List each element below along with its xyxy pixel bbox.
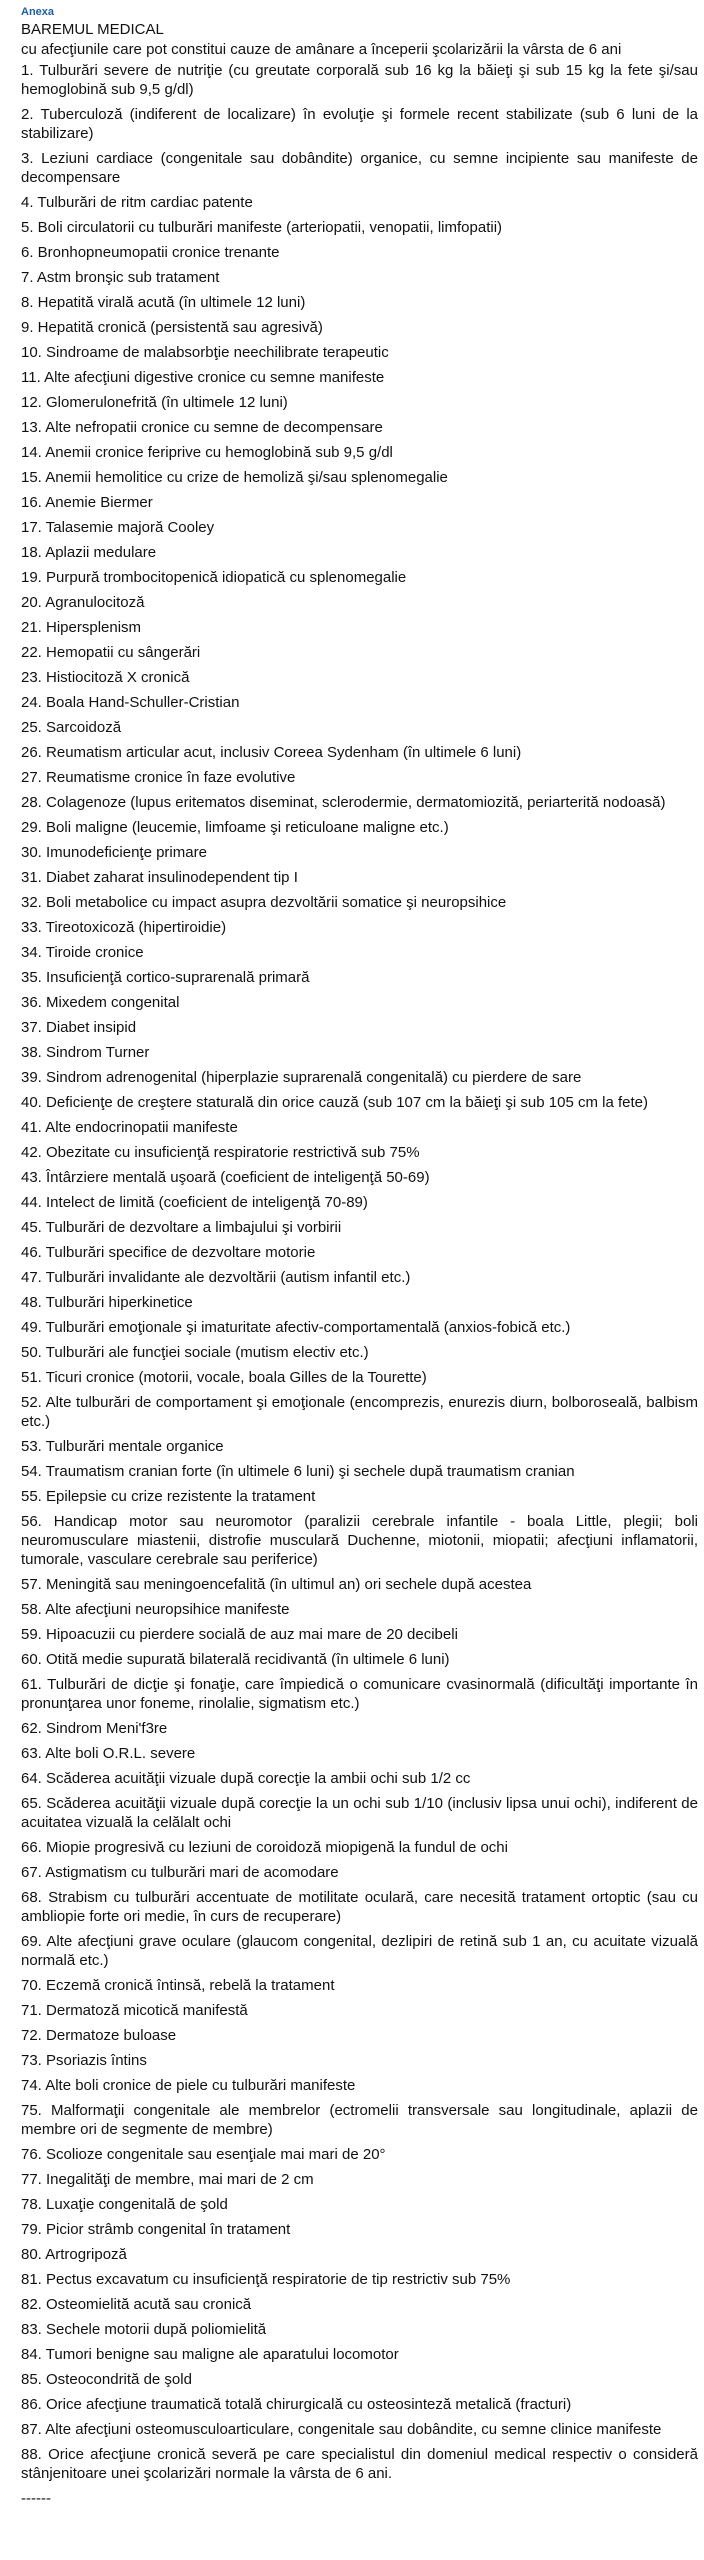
list-item: 63. Alte boli O.R.L. severe	[21, 1745, 196, 1762]
document-subtitle: cu afecţiunile care pot constitui cauze de amânare a începerii şcolarizării la vârsta de 6 ani	[21, 41, 622, 58]
list-item: 49. Tulburări emoţionale şi imaturitate afectiv-comportamentală (anxios-fobică etc.)	[21, 1319, 571, 1336]
list-item: 70. Eczemă cronică întinsă, rebelă la tratament	[21, 1977, 335, 1994]
list-item: 48. Tulburări hiperkinetice	[21, 1294, 193, 1311]
closing-dashes: ------	[21, 2490, 51, 2507]
list-item: 45. Tulburări de dezvoltare a limbajului şi vorbirii	[21, 1219, 342, 1236]
list-item: 62. Sindrom Meni'f3re	[21, 1720, 168, 1737]
list-item: 32. Boli metabolice cu impact asupra dezvoltării somatice şi neuropsihice	[21, 894, 507, 911]
list-item: 30. Imunodeficienţe primare	[21, 844, 207, 861]
list-item: 65. Scăderea acuităţii vizuale după corecţie la un ochi sub 1/10 (inclusiv lipsa unui ochi), indiferent de acuitatea vizuală la celălalt ochi	[21, 1795, 698, 1831]
list-item: 35. Insuficienţă cortico-suprarenală primară	[21, 969, 310, 986]
list-item: 59. Hipoacuzii cu pierdere socială de auz mai mare de 20 decibeli	[21, 1626, 458, 1643]
list-item: 53. Tulburări mentale organice	[21, 1438, 224, 1455]
list-item: 71. Dermatoză micotică manifestă	[21, 2002, 248, 2019]
list-item: 5. Boli circulatorii cu tulburări manifeste (arteriopatii, venopatii, limfopatii)	[21, 219, 503, 236]
list-item: 61. Tulburări de dicţie şi fonaţie, care împiedică o comunicare cvasinormală (dificultăţi importante în pronunţarea unor foneme, rinolalie, sigmatism etc.)	[21, 1676, 698, 1712]
list-item: 60. Otită medie supurată bilaterală recidivantă (în ultimele 6 luni)	[21, 1651, 450, 1668]
list-item: 50. Tulburări ale funcţiei sociale (mutism electiv etc.)	[21, 1344, 369, 1361]
list-item: 38. Sindrom Turner	[21, 1044, 150, 1061]
list-item: 69. Alte afecţiuni grave oculare (glaucom congenital, dezlipiri de retină sub 1 an, cu acuitate vizuală normală etc.)	[21, 1933, 698, 1969]
list-item: 12. Glomerulonefrită (în ultimele 12 luni)	[21, 394, 288, 411]
list-item: 23. Histiocitoză X cronică	[21, 669, 190, 686]
list-item: 3. Leziuni cardiace (congenitale sau dobândite) organice, cu semne incipiente sau manifeste de decompensare	[21, 150, 698, 186]
list-item: 84. Tumori benigne sau maligne ale aparatului locomotor	[21, 2346, 399, 2363]
list-item: 77. Inegalităţi de membre, mai mari de 2 cm	[21, 2171, 314, 2188]
list-item: 56. Handicap motor sau neuromotor (paralizii cerebrale infantile - boala Little, plegii; boli neuromusculare miastenii, distrofie musculară Duchenne, miotonii, miopatii; afecţiuni inflamatorii, tumorale, vasculare cerebrale sau periferice)	[21, 1513, 698, 1568]
list-item: 7. Astm bronşic sub tratament	[21, 269, 220, 286]
list-item: 33. Tireotoxicoză (hipertiroidie)	[21, 919, 227, 936]
list-item: 37. Diabet insipid	[21, 1019, 137, 1036]
list-item: 76. Scolioze congenitale sau esenţiale mai mari de 20°	[21, 2146, 386, 2163]
list-item: 36. Mixedem congenital	[21, 994, 180, 1011]
list-item: 58. Alte afecţiuni neuropsihice manifeste	[21, 1601, 290, 1618]
list-item: 10. Sindroame de malabsorbţie neechilibrate terapeutic	[21, 344, 389, 361]
list-item: 74. Alte boli cronice de piele cu tulburări manifeste	[21, 2077, 356, 2094]
list-item: 2. Tuberculoză (indiferent de localizare) în evoluţie şi formele recent stabilizate (sub 6 luni de la stabilizare)	[21, 106, 698, 142]
list-item: 18. Aplazii medulare	[21, 544, 157, 561]
list-item: 64. Scăderea acuităţii vizuale după corecţie la ambii ochi sub 1/2 cc	[21, 1770, 471, 1787]
list-item: 14. Anemii cronice feriprive cu hemoglobină sub 9,5 g/dl	[21, 444, 393, 461]
list-item: 11. Alte afecţiuni digestive cronice cu semne manifeste	[21, 369, 385, 386]
list-item: 40. Deficienţe de creştere staturală din orice cauză (sub 107 cm la băieţi şi sub 105 cm la fete)	[21, 1094, 648, 1111]
list-item: 54. Traumatism cranian forte (în ultimele 6 luni) şi sechele după traumatism cranian	[21, 1463, 575, 1480]
list-item: 28. Colagenoze (lupus eritematos diseminat, sclerodermie, dermatomiozită, periarterită nodoasă)	[21, 794, 666, 811]
list-item: 39. Sindrom adrenogenital (hiperplazie suprarenală congenitală) cu pierdere de sare	[21, 1069, 582, 1086]
list-item: 73. Psoriazis întins	[21, 2052, 147, 2069]
list-item: 79. Picior strâmb congenital în tratament	[21, 2221, 291, 2238]
list-item: 41. Alte endocrinopatii manifeste	[21, 1119, 238, 1136]
list-item: 42. Obezitate cu insuficienţă respiratorie restrictivă sub 75%	[21, 1144, 420, 1161]
list-item: 1. Tulburări severe de nutriţie (cu greutate corporală sub 16 kg la băieţi şi sub 15 kg la fete şi/sau hemoglobină sub 9,5 g/dl)	[21, 62, 698, 98]
list-item: 85. Osteocondrită de şold	[21, 2371, 192, 2388]
list-item: 86. Orice afecţiune traumatică totală chirurgicală cu osteosinteză metalică (fracturi)	[21, 2396, 572, 2413]
list-item: 29. Boli maligne (leucemie, limfoame şi reticuloane maligne etc.)	[21, 819, 449, 836]
list-item: 68. Strabism cu tulburări accentuate de motilitate oculară, care necesită tratament ortoptic (sau cu ambliopie forte ori medie, în curs de recuperare)	[21, 1889, 698, 1925]
list-item: 6. Bronhopneumopatii cronice trenante	[21, 244, 280, 261]
list-item: 80. Artrogripoză	[21, 2246, 127, 2263]
list-item: 87. Alte afecţiuni osteomusculoarticulare, congenitale sau dobândite, cu semne clinice manifeste	[21, 2421, 662, 2438]
list-item: 82. Osteomielită acută sau cronică	[21, 2296, 252, 2313]
list-item: 55. Epilepsie cu crize rezistente la tratament	[21, 1488, 316, 1505]
list-item: 9. Hepatită cronică (persistentă sau agresivă)	[21, 319, 323, 336]
list-item: 19. Purpură trombocitopenică idiopatică cu splenomegalie	[21, 569, 407, 586]
list-item: 27. Reumatisme cronice în faze evolutive	[21, 769, 296, 786]
list-item: 21. Hipersplenism	[21, 619, 142, 636]
list-item: 4. Tulburări de ritm cardiac patente	[21, 194, 253, 211]
list-item: 22. Hemopatii cu sângerări	[21, 644, 201, 661]
list-item: 16. Anemie Biermer	[21, 494, 153, 511]
list-item: 44. Intelect de limită (coeficient de inteligenţă 70-89)	[21, 1194, 368, 1211]
list-item: 26. Reumatism articular acut, inclusiv Coreea Sydenham (în ultimele 6 luni)	[21, 744, 522, 761]
list-item: 46. Tulburări specifice de dezvoltare motorie	[21, 1244, 316, 1261]
list-item: 75. Malformaţii congenitale ale membrelor (ectromelii transversale sau longitudinale, aplazii de membre ori de segmente de membre)	[21, 2102, 698, 2138]
list-item: 13. Alte nefropatii cronice cu semne de decompensare	[21, 419, 383, 436]
list-item: 43. Întârziere mentală uşoară (coeficient de inteligenţă 50-69)	[21, 1169, 430, 1186]
list-item: 20. Agranulocitoză	[21, 594, 145, 611]
list-item: 52. Alte tulburări de comportament şi emoţionale (encomprezis, enurezis diurn, bolboroseală, balbism etc.)	[21, 1394, 698, 1430]
list-item: 17. Talasemie majoră Cooley	[21, 519, 215, 536]
list-item: 24. Boala Hand-Schuller-Cristian	[21, 694, 240, 711]
list-item: 25. Sarcoidoză	[21, 719, 122, 736]
annex-label: Anexa	[21, 6, 55, 18]
list-item: 83. Sechele motorii după poliomielită	[21, 2321, 267, 2338]
list-item: 34. Tiroide cronice	[21, 944, 144, 961]
document-title: BAREMUL MEDICAL	[21, 21, 164, 38]
list-item: 66. Miopie progresivă cu leziuni de coroidoză miopigenă la fundul de ochi	[21, 1839, 508, 1856]
list-item: 8. Hepatită virală acută (în ultimele 12 luni)	[21, 294, 306, 311]
list-item: 51. Ticuri cronice (motorii, vocale, boala Gilles de la Tourette)	[21, 1369, 427, 1386]
list-item: 15. Anemii hemolitice cu crize de hemoliză şi/sau splenomegalie	[21, 469, 448, 486]
condition-list	[21, 61, 698, 2483]
list-item: 47. Tulburări invalidante ale dezvoltării (autism infantil etc.)	[21, 1269, 411, 1286]
list-item: 78. Luxaţie congenitală de şold	[21, 2196, 228, 2213]
list-item: 88. Orice afecţiune cronică severă pe care specialistul din domeniul medical respectiv o consideră stânjenitoare unei şcolarizări normale la vârsta de 6 ani.	[21, 2446, 698, 2482]
list-item: 81. Pectus excavatum cu insuficienţă respiratorie de tip restrictiv sub 75%	[21, 2271, 511, 2288]
list-item: 57. Meningită sau meningoencefalită (în ultimul an) ori sechele după acestea	[21, 1576, 532, 1593]
list-item: 72. Dermatoze buloase	[21, 2027, 177, 2044]
list-item: 31. Diabet zaharat insulinodependent tip I	[21, 869, 298, 886]
list-item: 67. Astigmatism cu tulburări mari de acomodare	[21, 1864, 339, 1881]
